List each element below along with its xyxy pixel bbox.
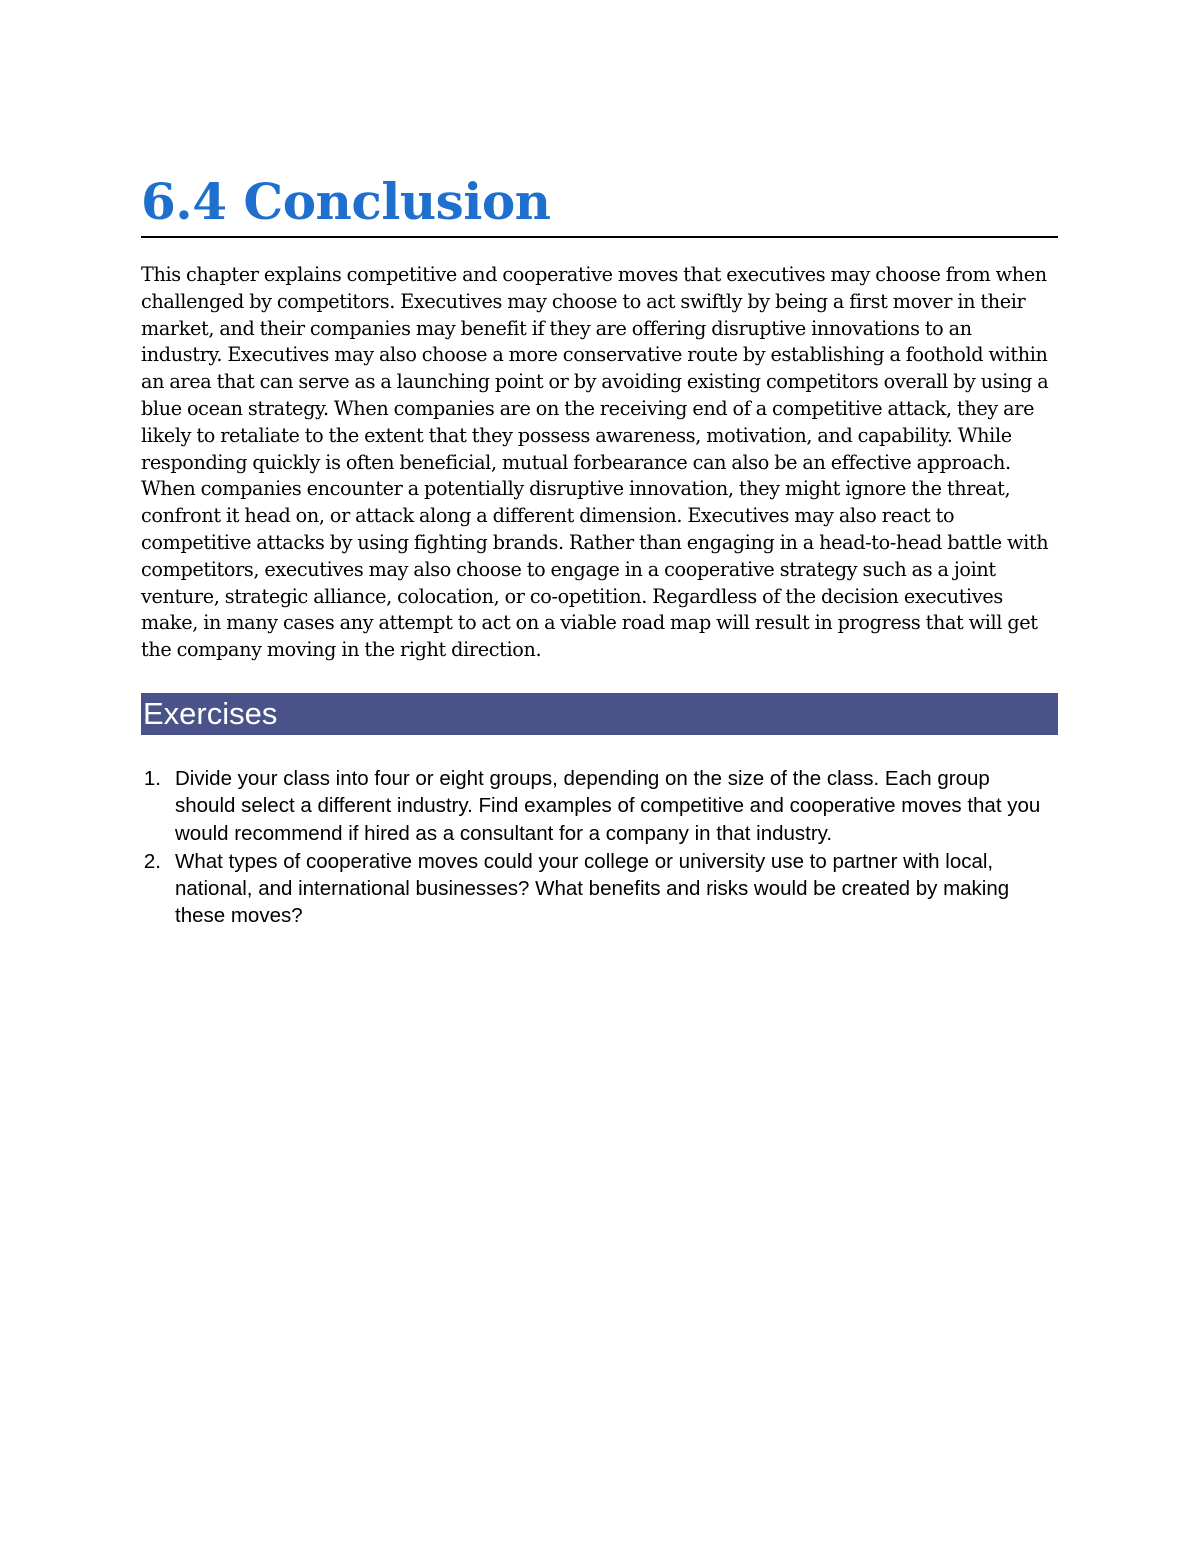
exercises-header-bar — [141, 693, 1058, 735]
conclusion-paragraph: This chapter explains competitive and cooperative moves that executives may choose from when challenged by competitors. Executives may choose to act swiftly by being a first mover in their market, and their companies may benefit if they are offering disruptive innovations to an industry. Executives may also choose a more conservative route by establishing a foothold within an area that can serve as a launching point or by avoiding existing competitors overall by using a blue ocean strategy. When companies are on the receiving end of a competitive attack, they are likely to retaliate to the extent that they possess awareness, motivation, and capability. While responding quickly is often beneficial, mutual forbearance can also be an effective approach. When companies encounter a potentially disruptive innovation, they might ignore the threat, confront it head on, or attack along a different dimension. Executives may also react to competitive attacks by using fighting brands. Rather than engaging in a head-to-head battle with competitors, executives may also choose to engage in a cooperative strategy such as a joint venture, strategic alliance, colocation, or co-opetition. Regardless of the decision executives make, in many cases any attempt to act on a viable road map will result in progress that will get the company moving in the right direction. — [141, 263, 1049, 662]
exercise-text: Divide your class into four or eight groups, depending on the size of the class. Each group should select a different industry. Find examples of competitive and cooperative moves that you would recommend if hired as a consultant for a company in that industry. — [175, 766, 1041, 845]
exercise-number: 1. — [143, 766, 161, 790]
document-page — [141, 170, 1058, 931]
exercise-list — [141, 765, 1058, 930]
exercise-text: What types of cooperative moves could your college or university use to partner with local, national, and international businesses? What benefits and risks would be created by making these moves? — [175, 849, 1010, 928]
section-title: 6.4 Conclusion — [141, 172, 551, 231]
exercise-item — [141, 765, 1058, 847]
title-underline-rule — [141, 236, 1058, 238]
exercises-heading: Exercises — [143, 695, 278, 731]
exercise-item — [141, 848, 1058, 930]
exercise-number: 2. — [143, 849, 161, 873]
